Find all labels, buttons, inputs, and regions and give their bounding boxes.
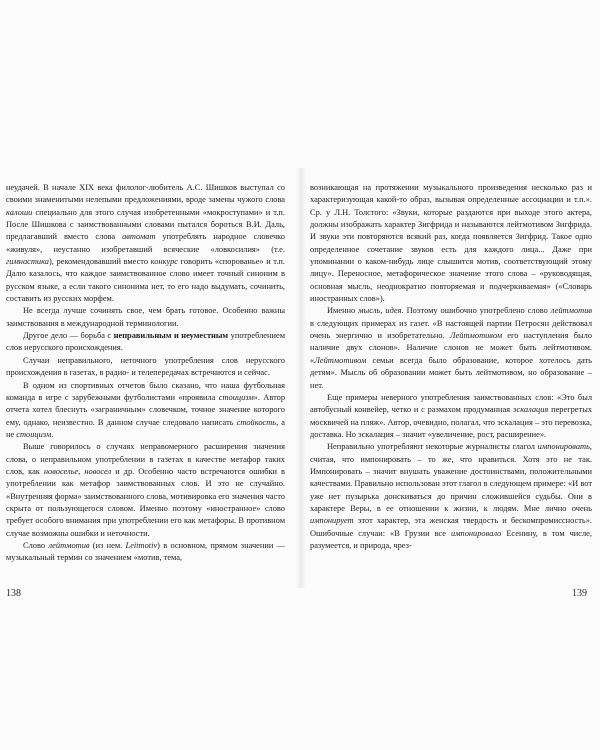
text-run: ». Автор отчета хотел блеснуть «заграничным» словечком, точное значение которого ему, однако, неизвестно. В данном случае следовало написать [6,392,286,427]
paragraph [310,305,592,391]
italic-term: идея [385,306,402,316]
text-run: , считая, что импонировать – то же, что нравиться. Хотя это не так. Импонировать – значит внушать уважение достоинствами, положительными качествами. Правильно использован этот глагол в следующем примере: «И вот уже нет пузырька донскиваться до причин сложившейся судьбы. Они в характере Веры, в ее отношении к жизни, к людям. Мне лично очень [310,442,592,513]
italic-term: мысль [358,306,381,316]
italic-term: лейтмотив [550,306,593,316]
text-run: и др. Особенно часто встречаются ошибки в употреблении как метафор заимствованных слов. И это не случайно. «Внутренняя форма» заимствованного слова, мотивировка его значения часто скрыта от пользующегося словом. Именно поэтому «иностранное» слово требует особого внимания при употреблении его как метафоры. В противном случае возможны ошибки и неточности. [6,466,285,538]
left-page [6,182,285,565]
italic-term: новосел [84,466,112,476]
text-run: семьи всегда было образование, которое хотелось дать детям». Мысль об образовании может быть лейтмотивом, но образование – нет. [310,355,592,390]
text-run: . Поэтому ошибочно употреблено слово [401,306,551,316]
paragraph [310,182,592,305]
italic-term: лейтмотив [48,540,90,550]
text-run: этот характер, эта женская твердость и бескомпромиссность». Ошибочные случаи: «В Грузии все [310,516,592,538]
italic-term: конкурс [150,257,179,267]
text-run: Другое дело — борьба с [23,331,114,341]
text-run: неудачей. В начале XIX века филолог-любитель А.С. Шишков выступал со своими знаменитыми нелепыми предложениями, вроде замены чужого слова [6,183,285,205]
text-run: Есенину, в том числе, разумеется, и природа, чрез- [310,528,592,550]
text-run: возникающая на протяжении музыкального произведения несколько раз и характеризующая какой-то образ, вызывая определенные ассоциации и т.п.». Ср. у Л.Н. Толстого: «Звуки, которые раздаются при выходе этого актера, должны изображать характер Зигфрида и называются лейтмотивом Зигфрида. И звуки эти повторяются всякий раз, когда появляется Зигфрид. Такое одно определенное сочетание звуков есть для каждого лица... Даже при упоминании о каком-нибудь лице слышится мотив, соответствующий этому лицу». Переносное, метафорическое значение этого слова – «руководящая, основная мысль, неоднократно повторяемая и подчеркиваемая» («Словарь иностранных слов»). [310,183,592,304]
bold-term: неправильным и неуместным [113,331,229,341]
text-run: ), рекомендовавший вместо [49,257,151,267]
paragraph [310,441,592,552]
italic-term: Leitmotiv [125,540,158,550]
text-run: употреблением слов нерусского происхождения. [6,331,286,353]
italic-term: импонировало [451,528,502,538]
page-number-left: 138 [6,588,21,599]
text-run: говорить «спорованье» и т.п. Далю казалось, что каждое заимствованное слово имеет точный синоним в русском языке, а если такого синонима нет, то его надо выдумать, сочинить, составить из русских морфем. [6,257,286,304]
text-run: . [51,429,54,439]
text-run: Еще примеры неверного употребления заимствованных слов: «Это был автобусный конвейер, четко и с размахом продуманная [310,392,592,415]
right-page-text [310,182,592,552]
italic-term: Лейтмотивом [314,355,367,365]
text-run: В одном из спортивных отчетов было сказано, что наша футбольная команда в игре с зарубежными футболистами «проявила [6,380,285,402]
paragraph [6,540,285,565]
page-gutter [296,168,306,588]
text-run: Выше говорилось о случаях неправомерного расширения значения слова, о неправильном употреблении в газетах в качестве метафор таких слов, как [6,442,285,476]
text-run: , [78,466,85,476]
text-run: употреблять народное словечко «живуля», неустанно изобретавший всяческие «ловкосилия» (т.е. [6,232,285,254]
paragraph [6,441,285,540]
text-run: Неправильно употребляют некоторые журналисты глагол [327,442,538,452]
text-run: ) в основном, прямом значении — музыкальный термин со значением «мотив, тема, [6,540,285,563]
paragraph [6,355,285,380]
paragraph [310,392,592,441]
italic-term: Лейтмотивом [449,331,503,341]
text-run: Именно [327,306,359,316]
italic-term: эскалация [512,405,549,415]
text-run: Не всегда лучше сочинять свое, чем брать готовое. Особенно важны заимствования в международной терминологии. [6,306,285,328]
italic-term: автомат [122,232,156,242]
paragraph [6,182,285,305]
text-run: в следующих примерах из газет. «В настоящей партии Петросян действовал очень энергично и изобретательно. [310,318,592,341]
text-run: Случаи неправильного, неточного употребления слов нерусского происхождения в газетах, в радио- и телепередачах встречаются и сейчас. [6,355,285,378]
paragraph [6,380,285,442]
text-run: его наступления было наличие двух слонов». Наличие слонов не может быть лейтмотивом. « [310,331,592,365]
paragraph [6,305,285,330]
italic-term: новоселье [43,466,79,476]
text-run: перегретых москвичей на пляж». Автор, очевидно, полагал, что эскалация – это перевозка, доставка. Но эскалация – значит «увеличение, рост, расширение». [310,405,593,439]
page-number-right: 139 [572,588,587,599]
italic-term: импонирует [310,516,354,526]
italic-term: импонировать [537,442,590,452]
italic-term: стоицизм [16,429,52,439]
italic-term: стоицизм [218,392,254,402]
italic-term: гимнастика [6,257,49,267]
italic-term: стойкость [236,417,277,427]
text-run: (из нем. [89,540,126,550]
italic-term: калоши [6,207,33,217]
right-page [310,182,592,552]
left-page-text [6,182,285,565]
text-run: , а не [6,417,285,439]
paragraph [6,330,285,355]
text-run: Слово [23,540,49,550]
text-run: специально для этого случая изобретенными «мокроступами» и т.п. После Шишкова с заимствованными словами пытался бороться В.И. Даль, предлагавший вместо слова [6,207,285,242]
text-run: , [380,306,386,316]
